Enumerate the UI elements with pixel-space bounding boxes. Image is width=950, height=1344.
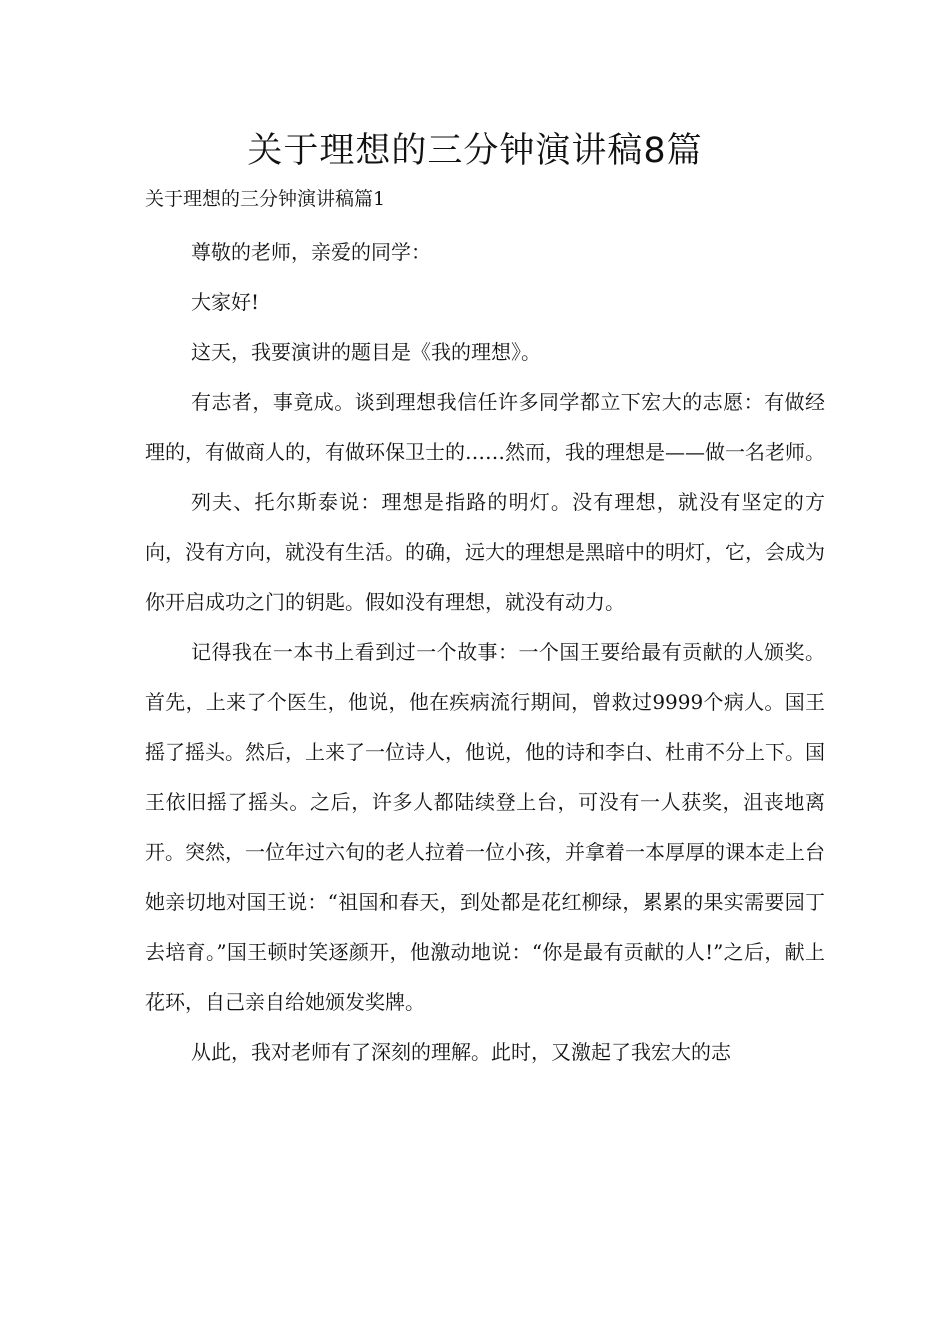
paragraph-ambition: 有志者，事竟成。谈到理想我信任许多同学都立下宏大的志愿：有做经理的，有做商人的，有做环保卫士的……然而，我的理想是——做一名老师。 [145,390,825,464]
section-heading: 关于理想的三分钟演讲稿篇1 [145,188,386,210]
paragraph-greeting: 尊敬的老师，亲爱的同学： [191,240,431,264]
paragraph-tolstoy-quote: 列夫、托尔斯泰说：理想是指路的明灯。没有理想，就没有坚定的方向，没有方向，就没有生活。的确，远大的理想是黑暗中的明灯，它，会成为你开启成功之门的钥匙。假如没有理想，就没有动力。 [145,490,825,614]
paragraph-hello: 大家好! [191,290,260,314]
paragraph-king-story: 记得我在一本书上看到过一个故事：一个国王要给最有贡献的人颁奖。首先，上来了个医生，他说，他在疾病流行期间，曾救过9999个病人。国王摇了摇头。然后，上来了一位诗人，他说，他的诗和李白、杜甫不分上下。国王依旧摇了摇头。之后，许多人都陆续登上台，可没有一人获奖，沮丧地离开。突然，一位年过六旬的老人拉着一位小孩，并拿着一本厚厚的课本走上台她亲切地对国王说：“祖国和春天，到处都是花红柳绿，累累的果实需要园丁去培育。”国王顿时笑逐颜开，他激动地说：“你是最有贡献的人!”之后，献上花环，自己亲自给她颁发奖牌。 [145,640,825,1014]
document-title: 关于理想的三分钟演讲稿8篇 [247,131,703,171]
document-body [145,227,825,1077]
paragraph-conclusion: 从此，我对老师有了深刻的理解。此时，又激起了我宏大的志 [191,1040,731,1064]
paragraph-topic: 这天，我要演讲的题目是《我的理想》。 [191,340,541,364]
